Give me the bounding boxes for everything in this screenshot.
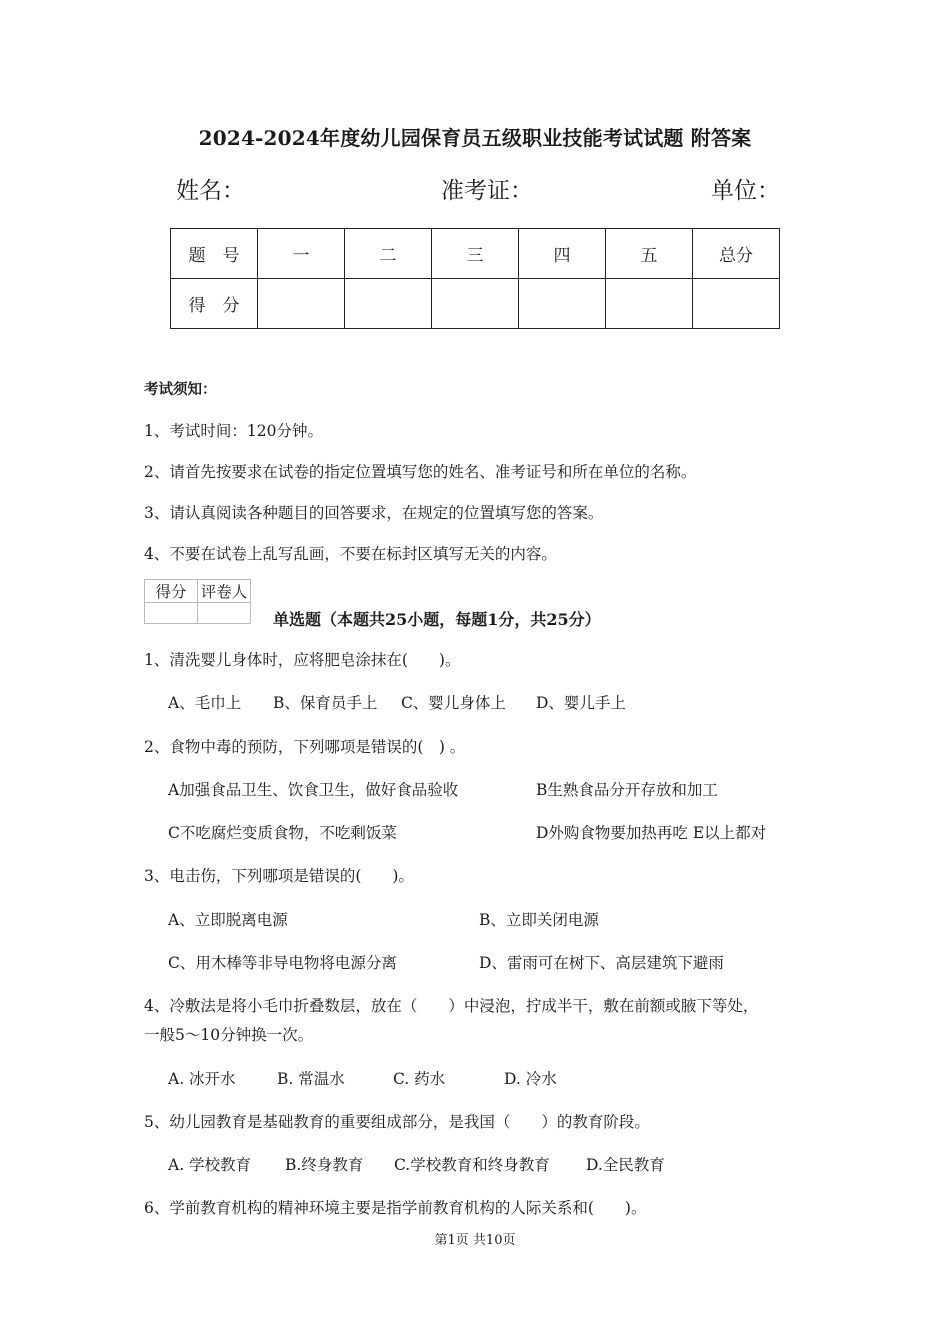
notice-item: 4、不要在试卷上乱写乱画，不要在标封区填写无关的内容。 [144,545,557,563]
notice-item: 1、考试时间：120分钟。 [144,422,323,440]
exam-title: 2024-2024年度幼儿园保育员五级职业技能考试试题 附答案 [198,126,752,150]
option-d: D、雷雨可在树下、高层建筑下避雨 [479,954,724,972]
score-table-cell: 三 [432,229,519,279]
option-b: B、立即关闭电源 [479,911,599,929]
option-d: D.全民教育 [586,1156,665,1174]
score-table-cell: 一 [258,229,345,279]
option-a: A、立即脱离电源 [168,911,288,929]
option-a: A. 学校教育 [168,1156,252,1174]
grader-score-label: 得分 [145,580,198,603]
option-d: D. 冷水 [504,1070,557,1088]
exam-id-field-label: 准考证： [441,178,533,204]
option-d: D、婴儿手上 [536,694,626,712]
option-a: A加强食品卫生、饮食卫生，做好食品验收 [168,781,459,799]
section-title: 单选题（本题共25小题，每题1分，共25分） [273,610,601,629]
score-table-cell: 二 [345,229,432,279]
score-input-cell[interactable] [258,279,345,329]
option-b: B、保育员手上 [273,694,378,712]
score-input-cell[interactable] [693,279,780,329]
score-table-cell: 五 [606,229,693,279]
question-stem: 4、冷敷法是将小毛巾折叠数层，放在（ ）中浸泡，拧成半干，敷在前额或腋下等处， [144,997,759,1015]
option-b: B生熟食品分开存放和加工 [536,781,718,799]
score-input-cell[interactable] [345,279,432,329]
option-c: C.学校教育和终身教育 [394,1156,550,1174]
score-input-cell[interactable] [432,279,519,329]
score-table-cell: 四 [519,229,606,279]
grader-reviewer-input[interactable] [198,603,251,624]
grader-score-input[interactable] [145,603,198,624]
option-c: C、婴儿身体上 [401,694,506,712]
score-table-header-row [171,229,780,279]
option-d: D外购食物要加热再吃 E以上都对 [536,824,767,842]
grader-reviewer-label: 评卷人 [198,580,251,603]
option-c: C. 药水 [393,1070,446,1088]
option-b: B.终身教育 [285,1156,364,1174]
score-table-score-row [171,279,780,329]
question-stem: 6、学前教育机构的精神环境主要是指学前教育机构的人际关系和( )。 [144,1199,647,1217]
option-a: A、毛巾上 [168,694,242,712]
option-c: C不吃腐烂变质食物，不吃剩饭菜 [168,824,397,842]
score-input-cell[interactable] [519,279,606,329]
question-stem: 2、食物中毒的预防，下列哪项是错误的( ) 。 [144,738,466,756]
question-stem-continued: 一般5～10分钟换一次。 [144,1026,314,1044]
name-field-label: 姓名： [176,178,245,204]
grader-box [144,579,251,624]
page-footer: 第1页 共10页 [434,1233,516,1248]
notice-heading: 考试须知： [144,381,217,398]
unit-field-label: 单位： [711,178,780,204]
score-table [170,228,780,329]
option-a: A. 冰开水 [168,1070,236,1088]
score-table-cell: 题 号 [171,229,258,279]
question-stem: 3、电击伤，下列哪项是错误的( )。 [144,867,414,885]
score-table-cell: 得 分 [171,279,258,329]
option-c: C、用木棒等非导电物将电源分离 [168,954,397,972]
notice-item: 3、请认真阅读各种题目的回答要求，在规定的位置填写您的答案。 [144,504,604,522]
score-table-cell: 总分 [693,229,780,279]
option-b: B. 常温水 [277,1070,345,1088]
notice-item: 2、请首先按要求在试卷的指定位置填写您的姓名、准考证号和所在单位的名称。 [144,463,697,481]
score-input-cell[interactable] [606,279,693,329]
question-stem: 1、清洗婴儿身体时，应将肥皂涂抹在( )。 [144,651,461,669]
question-stem: 5、幼儿园教育是基础教育的重要组成部分，是我国（ ）的教育阶段。 [144,1113,650,1131]
